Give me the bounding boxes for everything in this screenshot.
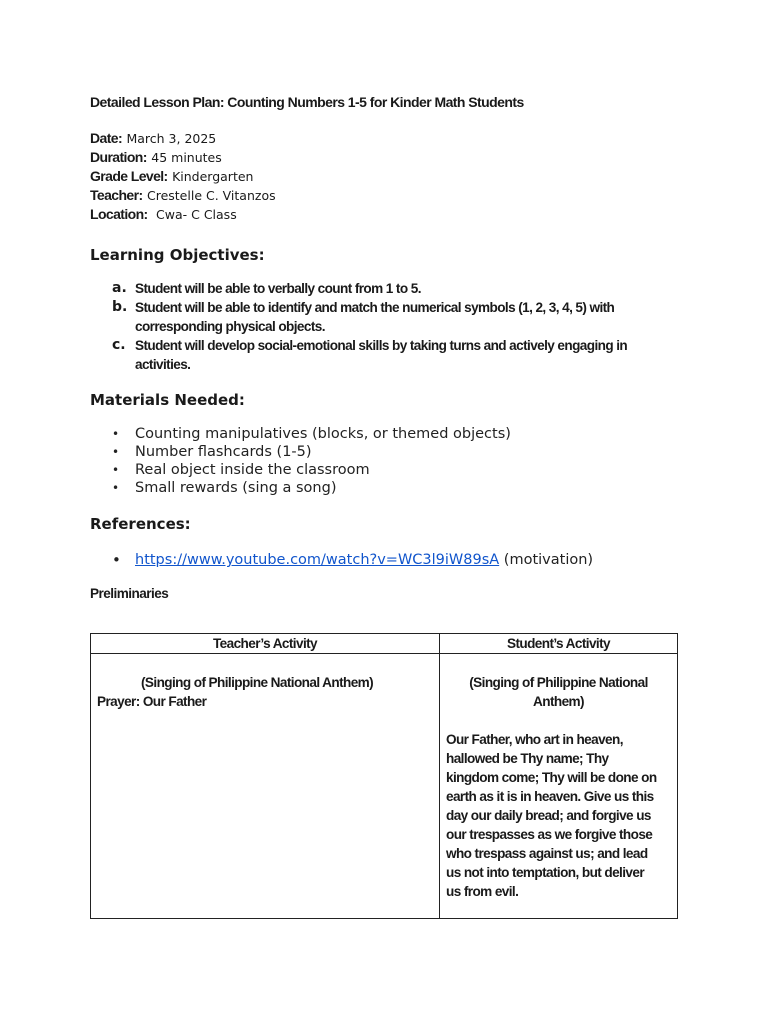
- material-text: Real object inside the classroom: [135, 462, 370, 478]
- material-text: Small rewards (sing a song): [135, 480, 337, 496]
- bullet-icon: •: [112, 427, 120, 441]
- material-item: [90, 425, 680, 443]
- meta-duration-value: 45 minutes: [151, 150, 222, 165]
- objective-text: Student will be able to identify and match the numerical symbols (1, 2, 3, 4, 5) with: [135, 300, 615, 315]
- objectives-heading: Learning Objectives:: [90, 246, 265, 264]
- teacher-cell: [91, 654, 440, 919]
- material-text: Counting manipulatives (blocks, or themed objects): [135, 426, 511, 442]
- material-item: [90, 443, 680, 461]
- lesson-meta: [90, 129, 680, 224]
- prayer-line: our trespasses as we forgive those: [446, 827, 653, 842]
- meta-date-label: Date:: [90, 130, 123, 146]
- bullet-icon: •: [112, 481, 120, 495]
- prayer-line: kingdom come; Thy will be done on: [446, 770, 657, 785]
- prayer-line: earth as it is in heaven. Give us this: [446, 789, 654, 804]
- objective-item: [90, 336, 680, 374]
- teacher-anthem: (Singing of Philippine National Anthem): [141, 675, 374, 690]
- objective-marker: b.: [112, 299, 128, 315]
- teacher-column-label: Teacher’s Activity: [212, 636, 318, 651]
- student-anthem-cont: Anthem): [533, 694, 584, 709]
- references-list: [90, 551, 680, 569]
- bullet-icon: •: [112, 551, 121, 569]
- meta-teacher-value: Crestelle C. Vitanzos: [146, 188, 276, 203]
- prayer-line: hallowed be Thy name; Thy: [446, 751, 609, 766]
- meta-location: [90, 205, 680, 224]
- student-column-header: [440, 634, 678, 654]
- objective-item: [90, 298, 680, 336]
- student-anthem: (Singing of Philippine National: [469, 675, 648, 690]
- meta-teacher: [90, 186, 680, 205]
- student-column-label: Student’s Activity: [506, 636, 610, 651]
- teacher-prayer: Prayer: Our Father: [97, 694, 207, 709]
- document-page: [90, 92, 680, 601]
- bullet-icon: •: [112, 445, 120, 459]
- objective-text: Student will develop social-emotional skills by taking turns and actively engaging in: [135, 338, 628, 353]
- reference-item: [90, 551, 680, 569]
- meta-duration-label: Duration:: [90, 149, 147, 165]
- meta-location-label: Location:: [90, 206, 148, 222]
- prayer-line: us not into temptation, but deliver: [446, 865, 645, 880]
- meta-grade-label: Grade Level:: [90, 168, 168, 184]
- table-row: [91, 654, 678, 919]
- material-item: [90, 479, 680, 497]
- material-item: [90, 461, 680, 479]
- table-header-row: [91, 634, 678, 654]
- material-text: Number flashcards (1-5): [135, 444, 312, 460]
- reference-link[interactable]: https://www.youtube.com/watch?v=WC3l9iW89sA: [135, 552, 500, 568]
- prayer-line: day our daily bread; and forgive us: [446, 808, 651, 823]
- references-heading: References:: [90, 515, 191, 533]
- meta-date: [90, 129, 680, 148]
- prayer-line: who trespass against us; and lead: [446, 846, 648, 861]
- objective-marker: c.: [112, 337, 126, 353]
- objectives-list: [90, 279, 680, 374]
- teacher-column-header: [91, 634, 440, 654]
- student-cell: [440, 654, 678, 919]
- meta-duration: [90, 148, 680, 167]
- meta-teacher-label: Teacher:: [90, 187, 143, 203]
- preliminaries-heading: Preliminaries: [90, 586, 169, 601]
- document-title: Detailed Lesson Plan: Counting Numbers 1-5 for Kinder Math Students: [90, 94, 524, 110]
- prayer-line: Our Father, who art in heaven,: [446, 732, 623, 747]
- reference-suffix: (motivation): [499, 552, 594, 568]
- objective-marker: a.: [112, 280, 127, 296]
- materials-heading: Materials Needed:: [90, 391, 245, 409]
- bullet-icon: •: [112, 463, 120, 477]
- meta-grade-value: Kindergarten: [172, 169, 254, 184]
- meta-date-value: March 3, 2025: [126, 131, 217, 146]
- prayer-line: us from evil.: [446, 884, 519, 899]
- objective-text: Student will be able to verbally count from 1 to 5.: [135, 281, 421, 296]
- preliminaries-table: [90, 633, 678, 919]
- meta-location-value: Cwa- C Class: [152, 207, 237, 222]
- objective-item: [90, 279, 680, 298]
- meta-grade: [90, 167, 680, 186]
- materials-list: [90, 425, 680, 497]
- objective-text: corresponding physical objects.: [135, 319, 325, 334]
- objective-text: activities.: [135, 357, 191, 372]
